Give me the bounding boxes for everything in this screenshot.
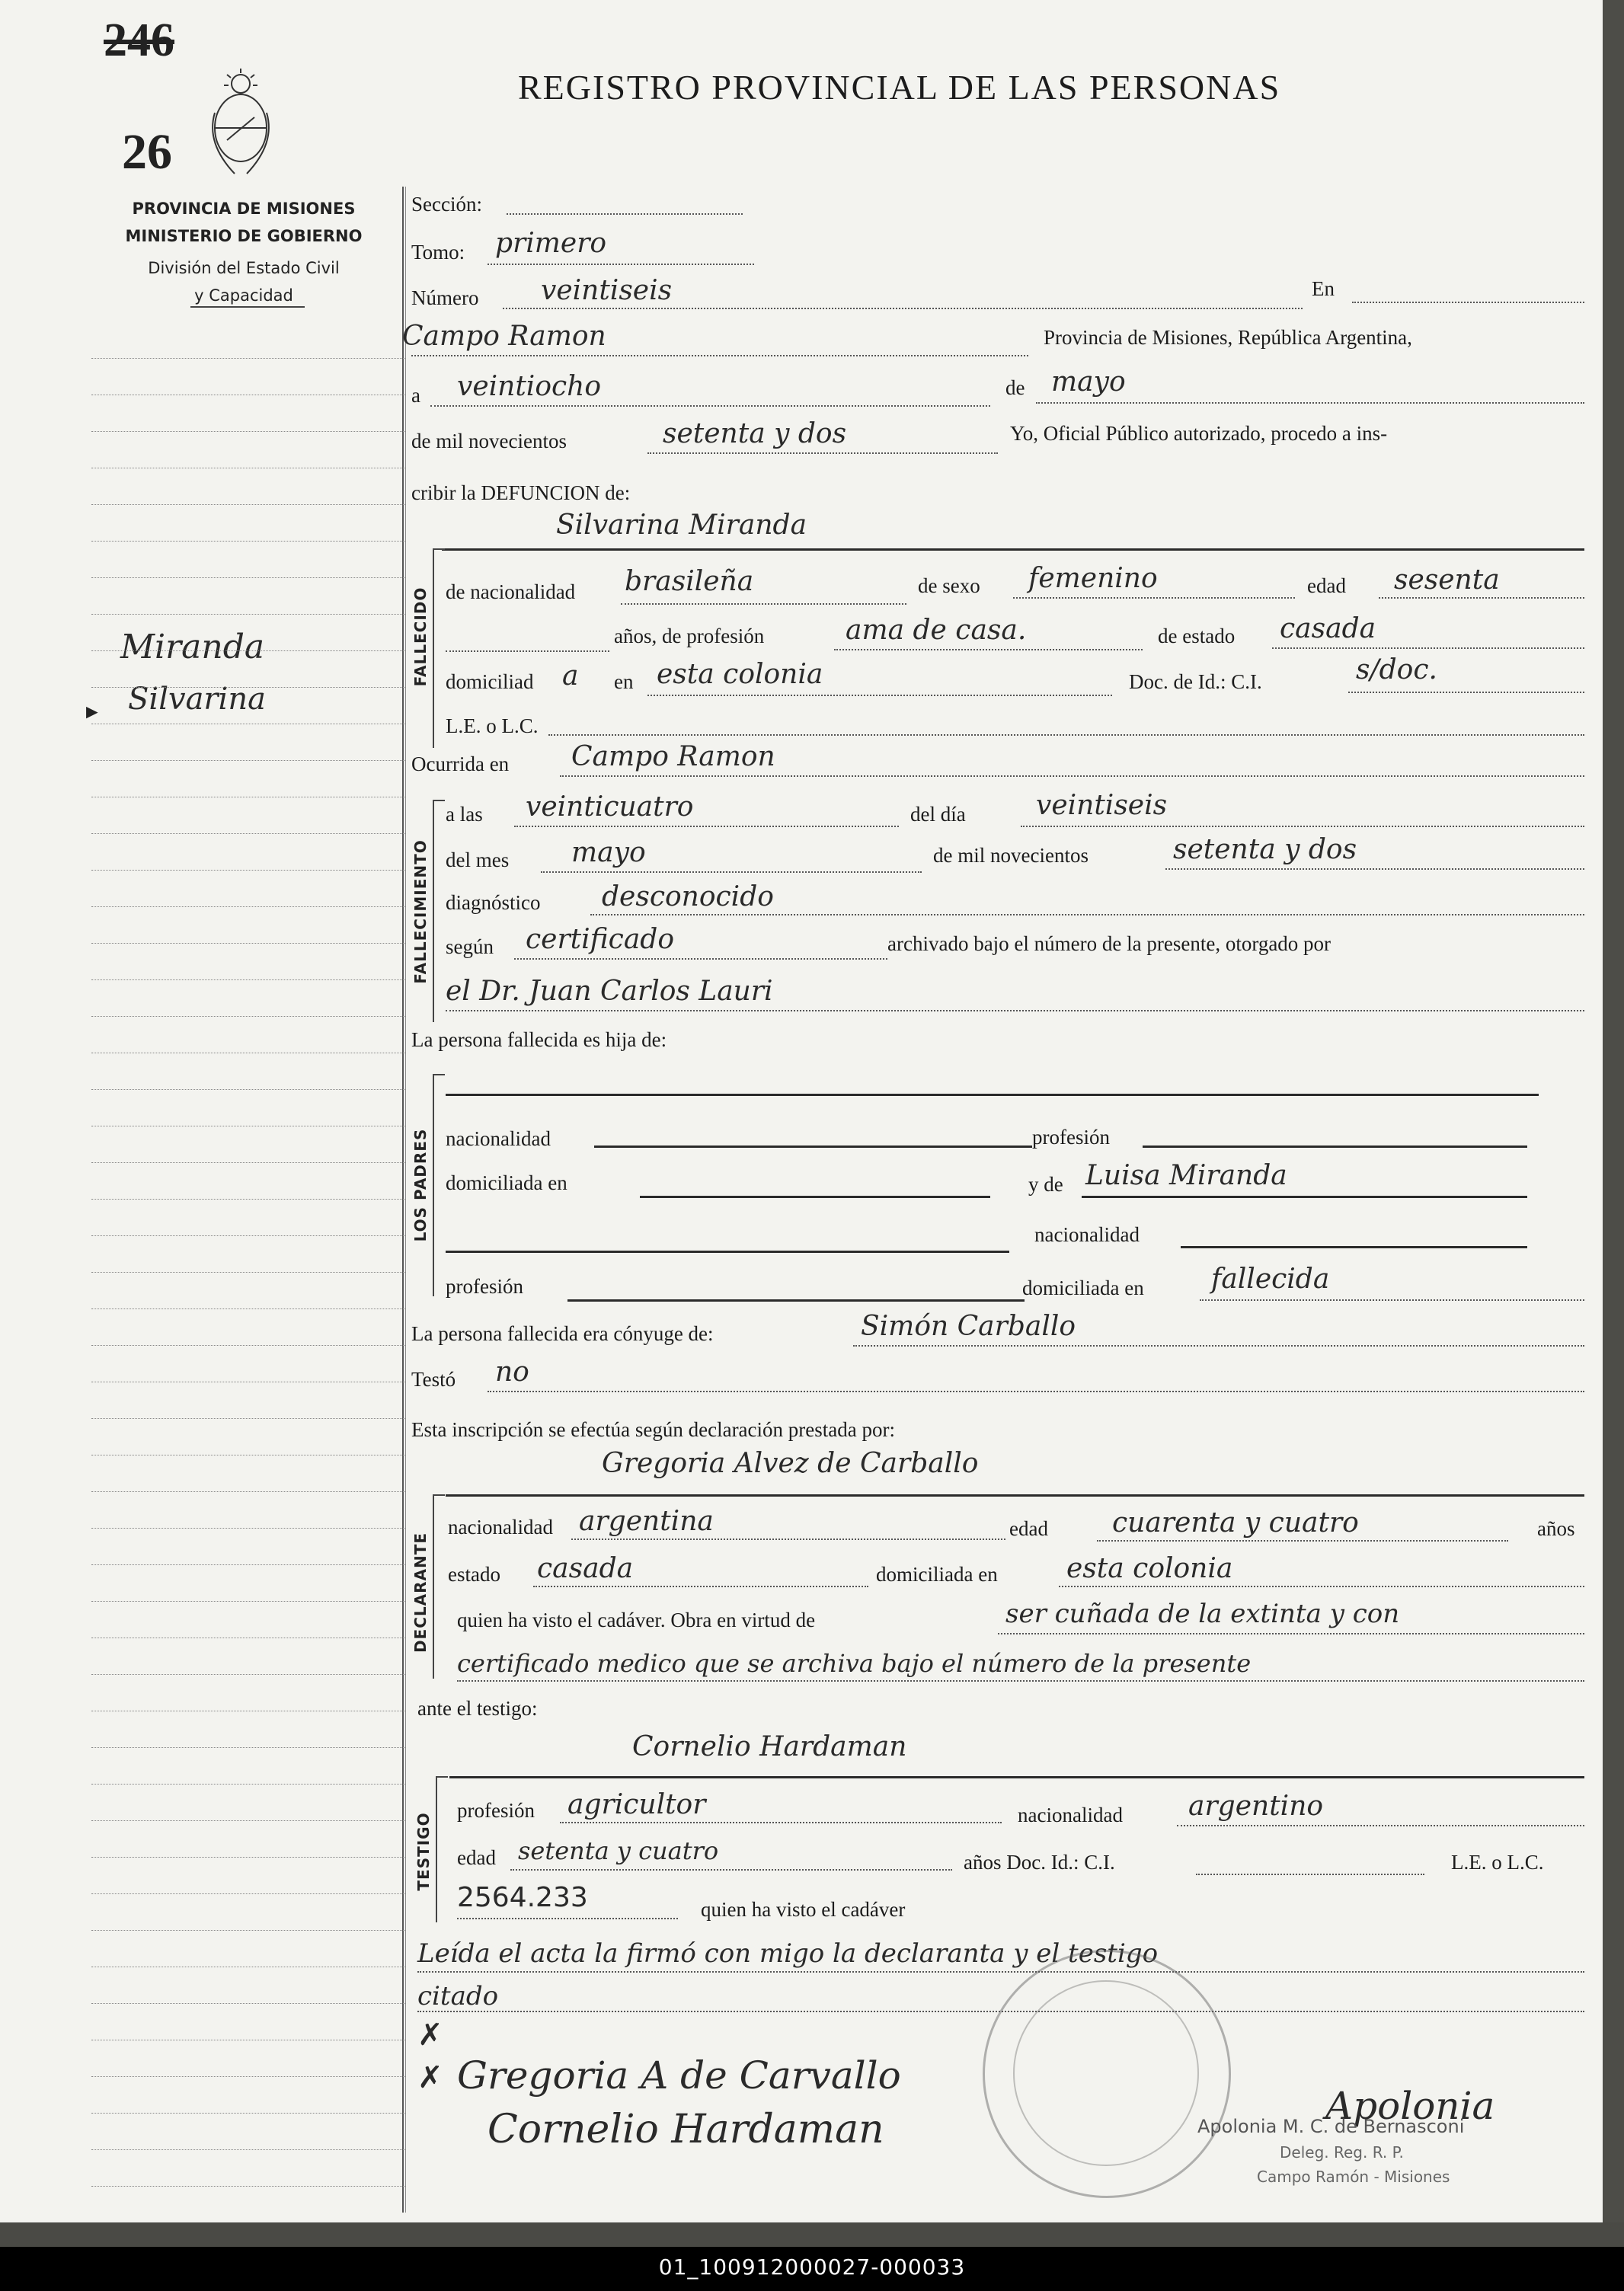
value-testigo: Cornelio Hardaman [632, 1731, 907, 1762]
line-madre-domicilio [1200, 1299, 1584, 1301]
label-decl-nacionalidad: nacionalidad [448, 1516, 553, 1539]
tag-fallecido: FALLECIDO [411, 586, 430, 687]
value-a-las: veinticuatro [526, 791, 694, 823]
label-diagnostico: diagnóstico [446, 891, 541, 914]
value-nacionalidad: brasileña [625, 566, 754, 597]
crossed-out-number: 246 [104, 14, 174, 66]
line-obra-virtud-1 [998, 1633, 1584, 1634]
label-segun: según [446, 935, 494, 958]
line-test-nacionalidad [1177, 1825, 1584, 1826]
margin-rule-line [91, 1491, 405, 1492]
official-name: Apolonia M. C. de Bernasconi [1197, 2116, 1465, 2137]
value-del-mes: mayo [571, 837, 646, 868]
value-dia: veintiocho [457, 371, 602, 402]
line-decl-edad [1097, 1540, 1508, 1542]
margin-rule-line [91, 431, 405, 432]
value-domicilio: esta colonia [657, 659, 823, 690]
label-del-dia: del día [910, 803, 966, 826]
signature-mark-1: ✗ [417, 2018, 443, 2053]
label-ocurrida-en: Ocurrida en [411, 752, 510, 775]
value-otorgado-por: el Dr. Juan Carlos Lauri [446, 976, 773, 1007]
label-quien-visto: quien ha visto el cadáver. Obra en virtud de [457, 1609, 816, 1631]
label-nacionalidad: de nacionalidad [446, 580, 576, 603]
value-sexo: femenino [1028, 563, 1158, 594]
value-cierre-2: citado [417, 1981, 499, 2011]
value-estado: casada [1280, 613, 1376, 644]
label-y-de: y de [1028, 1173, 1063, 1196]
line-conyuge [853, 1345, 1584, 1347]
label-madre-nacionalidad: nacionalidad [1034, 1223, 1140, 1246]
margin-rule-line [91, 2149, 405, 2150]
value-anio-fall: setenta y dos [1173, 834, 1357, 865]
line-test-profesion [560, 1822, 1002, 1823]
value-lugar: Campo Ramon [402, 321, 606, 352]
margin-rule-line [91, 906, 405, 907]
margin-divider [402, 187, 404, 2213]
line-segun [514, 958, 887, 960]
margin-rule-line [91, 614, 405, 615]
value-test-ci: 2564.233 [457, 1882, 588, 1913]
value-decl-edad: cuarenta y cuatro [1112, 1507, 1359, 1539]
line-testigo [449, 1776, 1584, 1778]
line-decl-estado [533, 1586, 868, 1587]
bracket-fallecido [433, 548, 445, 748]
label-test-le-lc: L.E. o L.C. [1451, 1851, 1544, 1874]
margin-rule-line [91, 760, 405, 761]
value-doc: s/doc. [1356, 654, 1437, 685]
value-decl-estado: casada [537, 1553, 634, 1584]
label-le-lc: L.E. o L.C. [446, 714, 539, 737]
office-line-ministry: MINISTERIO DE GOBIERNO [125, 227, 363, 245]
margin-rule-line [91, 1235, 405, 1236]
tag-los-padres: LOS PADRES [411, 1128, 430, 1242]
label-test-quien-visto: quien ha visto el cadáver [701, 1898, 906, 1921]
line-nombre [442, 548, 1584, 551]
margin-rule-line [91, 1564, 405, 1565]
line-tomo [488, 264, 754, 265]
value-testo: no [495, 1356, 529, 1388]
office-line-province: PROVINCIA DE MISIONES [132, 200, 356, 218]
margin-rule-line [91, 870, 405, 871]
bracket-fallecimiento [433, 800, 445, 1022]
margin-rule-line [91, 1162, 405, 1163]
label-test-nacionalidad: nacionalidad [1018, 1804, 1123, 1826]
margin-rule-line [91, 833, 405, 834]
line-sexo [1013, 597, 1295, 599]
signature-oficial: Apolonia [1325, 2084, 1495, 2128]
margin-rule-line [91, 1784, 405, 1785]
value-ocurrida-en: Campo Ramon [571, 741, 775, 772]
label-test-edad: edad [457, 1846, 496, 1869]
value-nombre: Silvarina Miranda [556, 510, 807, 541]
line-ocurrida-en [560, 775, 1584, 777]
line-dia [430, 405, 990, 407]
margin-pointer-icon: ► [82, 701, 102, 723]
page-title: REGISTRO PROVINCIAL DE LAS PERSONAS [518, 68, 1281, 107]
label-provincia: Provincia de Misiones, República Argentina, [1044, 326, 1412, 349]
margin-rule-line [91, 687, 405, 688]
line-padre-profesion [1143, 1146, 1527, 1148]
official-stamp-inner-ring [1013, 1980, 1199, 2166]
line-estado [1272, 647, 1584, 649]
value-domicilio-a: a [562, 660, 579, 692]
label-decl-estado: estado [448, 1563, 500, 1586]
label-a: a [411, 384, 420, 407]
line-decl-nacionalidad [571, 1539, 1005, 1540]
margin-rule-line [91, 1345, 405, 1346]
margin-rule-line [91, 504, 405, 505]
line-del-mes [541, 871, 922, 873]
value-tomo: primero [495, 228, 607, 259]
line-padre-nacionalidad [594, 1146, 1032, 1148]
label-profesion: años, de profesión [614, 625, 765, 647]
margin-rule-line [91, 2186, 405, 2187]
line-edad-cont [446, 650, 609, 652]
tag-declarante: DECLARANTE [411, 1532, 430, 1654]
value-edad: sesenta [1394, 564, 1500, 596]
margin-note-given-name: Silvarina [128, 682, 266, 717]
margin-rule-line [91, 2113, 405, 2114]
value-test-nacionalidad: argentino [1188, 1791, 1324, 1822]
label-tomo: Tomo: [411, 241, 465, 264]
label-decl-domiciliada: domiciliada en [876, 1563, 998, 1586]
office-line-division: División del Estado Civil [148, 259, 340, 277]
line-anio [647, 452, 998, 454]
label-estado: de estado [1158, 625, 1236, 647]
label-testo: Testó [411, 1368, 456, 1391]
tag-fallecimiento: FALLECIMIENTO [411, 839, 430, 984]
margin-rule-line [91, 1857, 405, 1858]
line-diagnostico [590, 914, 1584, 915]
bracket-padres [433, 1074, 445, 1296]
label-hija-de: La persona fallecida es hija de: [411, 1028, 667, 1051]
margin-rule-line [91, 979, 405, 980]
page-edge-bottom [0, 2222, 1624, 2247]
signature-mark-2: ✗ [417, 2060, 443, 2095]
line-profesion [834, 649, 1143, 650]
value-decl-nacionalidad: argentina [579, 1506, 714, 1537]
margin-rule-line [91, 1272, 405, 1273]
margin-rule-line [91, 1601, 405, 1602]
line-otorgado-por [446, 1010, 1584, 1011]
line-doc [1348, 692, 1584, 693]
office-line-capacity: y Capacidad [194, 286, 293, 305]
page-edge-right [1603, 0, 1624, 2247]
value-del-dia: veintiseis [1036, 790, 1168, 821]
line-madre-profesion [567, 1299, 1025, 1302]
line-nacionalidad [621, 603, 906, 605]
label-de-mil-2: de mil novecientos [933, 844, 1089, 867]
label-del-mes: del mes [446, 848, 510, 871]
margin-rule-line [91, 1089, 405, 1090]
line-seccion [507, 213, 743, 215]
margin-note-surname: Miranda [120, 628, 265, 666]
label-domiciliad: domiciliad [446, 670, 534, 693]
line-madre-nacionalidad [1181, 1246, 1527, 1248]
tag-testigo: TESTIGO [414, 1812, 433, 1891]
coat-of-arms-icon [204, 67, 277, 181]
bracket-testigo [436, 1776, 448, 1922]
label-inscripcion: Esta inscripción se efectúa según declaración prestada por: [411, 1418, 895, 1441]
footer-image-code: 01_100912000027-000033 [658, 2254, 966, 2280]
value-obra-virtud-1: ser cuñada de la extinta y con [1005, 1599, 1400, 1629]
line-madre-extra [446, 1251, 1009, 1253]
margin-rule-line [91, 1308, 405, 1309]
label-ante-testigo: ante el testigo: [417, 1697, 538, 1720]
official-place: Campo Ramón - Misiones [1257, 2168, 1450, 2186]
margin-rule-line [91, 1820, 405, 1821]
label-conyuge: La persona fallecida era cónyuge de: [411, 1322, 714, 1345]
margin-rule-line [91, 577, 405, 578]
value-test-edad: setenta y cuatro [518, 1836, 719, 1865]
margin-rule-line [91, 358, 405, 359]
line-a-las [514, 826, 899, 827]
line-test-edad [510, 1869, 952, 1871]
margin-rule-line [91, 2076, 405, 2077]
label-de-mil: de mil novecientos [411, 430, 567, 452]
value-obra-virtud-2: certificado medico que se archiva bajo el número de la presente [457, 1649, 1252, 1678]
label-madre-profesion: profesión [446, 1275, 523, 1298]
label-seccion: Sección: [411, 193, 482, 216]
folio-number: 26 [122, 124, 172, 180]
margin-rule-line [91, 1930, 405, 1931]
label-inscribir: cribir la DEFUNCION de: [411, 481, 631, 504]
office-underline [190, 306, 305, 308]
label-test-anos-doc: años Doc. Id.: C.I. [964, 1851, 1115, 1874]
margin-rule-line [91, 1199, 405, 1200]
value-profesion: ama de casa. [846, 615, 1027, 646]
line-edad [1379, 597, 1584, 599]
line-del-dia [1021, 826, 1584, 827]
bracket-declarante [433, 1494, 445, 1679]
label-en: En [1312, 277, 1335, 300]
margin-rule-line [91, 943, 405, 944]
label-decl-edad: edad [1009, 1517, 1048, 1540]
margin-rule-line [91, 1674, 405, 1675]
line-declarante [446, 1494, 1584, 1497]
label-en-dom: en [614, 670, 634, 693]
value-madre: Luisa Miranda [1085, 1160, 1287, 1191]
line-decl-domicilio [1059, 1586, 1584, 1587]
signature-testigo: Cornelio Hardaman [488, 2107, 884, 2152]
label-padre-domiciliada: domiciliada en [446, 1171, 567, 1194]
value-conyuge: Simón Carballo [861, 1311, 1076, 1342]
label-decl-anos: años [1537, 1517, 1575, 1540]
margin-rule-line [91, 1528, 405, 1529]
margin-rule-line [91, 1016, 405, 1017]
line-lugar [411, 355, 1028, 356]
label-a-las: a las [446, 803, 483, 826]
value-numero: veintiseis [541, 275, 673, 306]
line-anio-fall [1165, 868, 1584, 870]
line-cierre-1 [417, 1971, 1584, 1973]
margin-rule-line [91, 1893, 405, 1894]
margin-rule-line [91, 541, 405, 542]
line-obra-virtud-2 [457, 1680, 1584, 1682]
label-numero: Número [411, 286, 479, 309]
label-edad: edad [1307, 574, 1346, 597]
margin-rule-line [91, 1418, 405, 1419]
label-sexo: de sexo [918, 574, 980, 597]
label-padre-nacionalidad: nacionalidad [446, 1127, 551, 1150]
line-madre [1082, 1196, 1527, 1198]
line-le-lc [548, 734, 1584, 736]
line-mes [1036, 402, 1584, 404]
value-decl-domicilio: esta colonia [1066, 1553, 1233, 1584]
value-declarante: Gregoria Alvez de Carballo [602, 1448, 979, 1479]
value-diagnostico: desconocido [602, 881, 774, 912]
label-yo-oficial: Yo, Oficial Público autorizado, procedo a ins- [1010, 422, 1388, 445]
line-test-doc [1196, 1874, 1424, 1875]
label-doc-id: Doc. de Id.: C.I. [1129, 670, 1262, 693]
label-madre-domiciliada: domiciliada en [1022, 1277, 1144, 1299]
line-en [1352, 302, 1584, 303]
margin-divider-inner [405, 187, 406, 2213]
value-segun: certificado [526, 924, 675, 955]
value-anio: setenta y dos [663, 418, 847, 449]
signature-declarante: Gregoria A de Carvallo [457, 2053, 901, 2098]
line-testo [488, 1391, 1584, 1392]
value-test-profesion: agricultor [567, 1789, 706, 1820]
label-test-profesion: profesión [457, 1799, 535, 1822]
line-domicilio [647, 695, 1112, 696]
margin-rule-line [91, 650, 405, 651]
value-madre-domicilio: fallecida [1211, 1264, 1330, 1295]
value-mes: mayo [1051, 366, 1126, 398]
margin-rule-line [91, 2003, 405, 2004]
label-padre-profesion: profesión [1032, 1126, 1110, 1149]
label-de: de [1005, 376, 1025, 399]
line-test-ci [457, 1918, 678, 1919]
line-padre-domiciliada [640, 1196, 990, 1198]
official-title: Deleg. Reg. R. P. [1280, 2143, 1404, 2162]
label-archivado: archivado bajo el número de la presente, otorgado por [887, 932, 1331, 955]
line-padre [446, 1094, 1539, 1096]
margin-rule-line [91, 1747, 405, 1748]
line-numero [503, 308, 1303, 309]
value-cierre-1: Leída el acta la firmó con migo la declaranta y el testigo [417, 1938, 1159, 1969]
